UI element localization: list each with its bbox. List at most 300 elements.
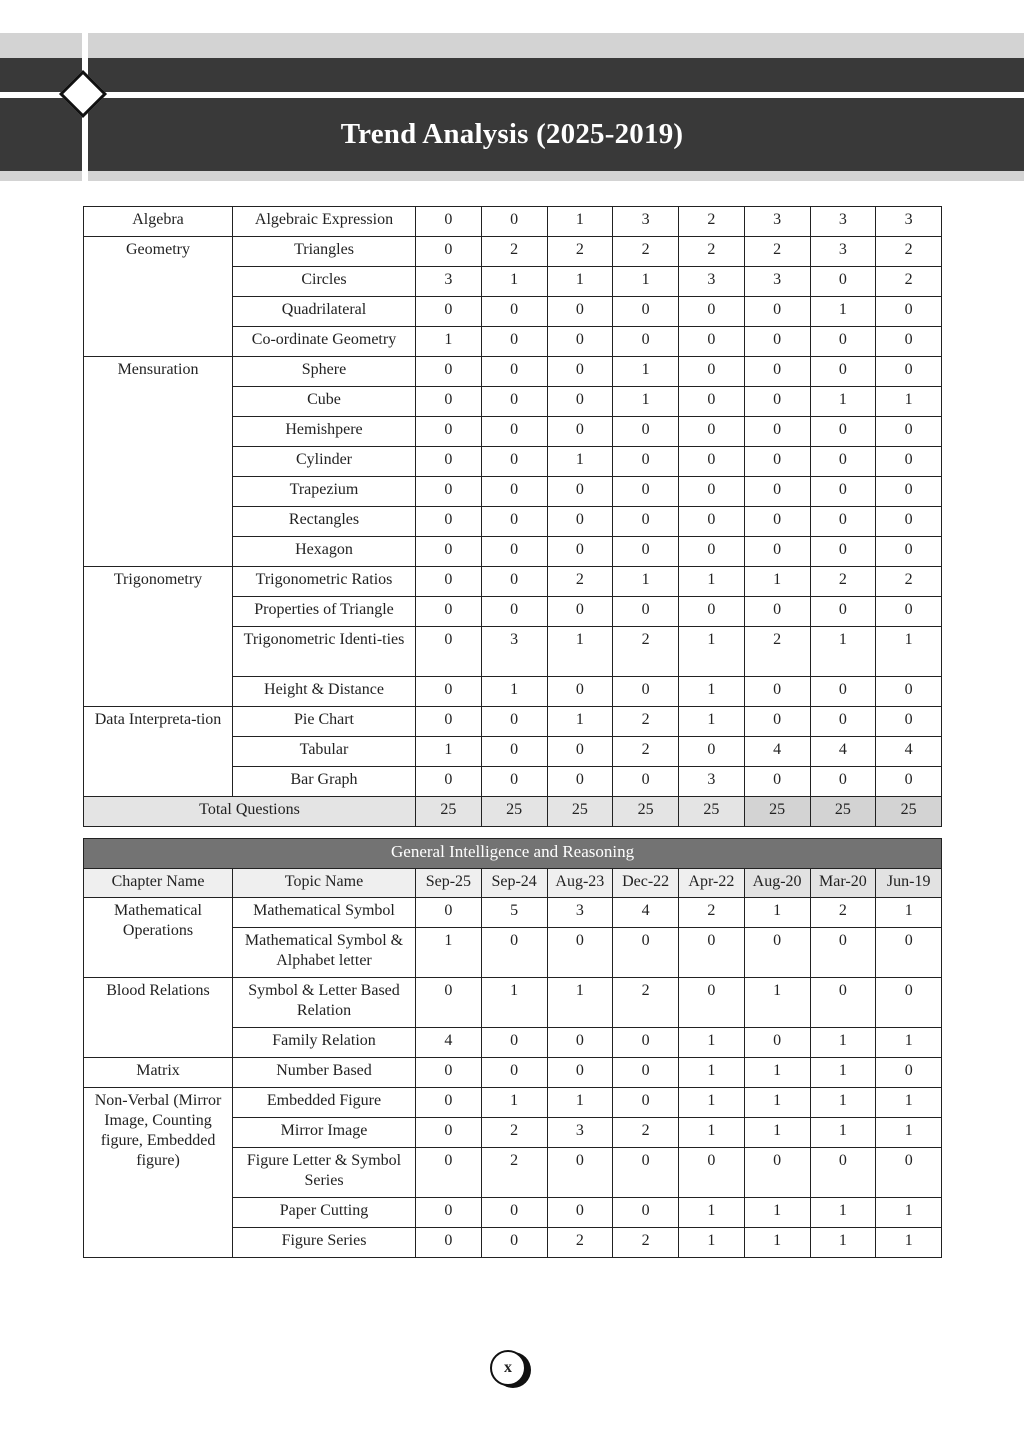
topic-cell: Tabular xyxy=(233,737,416,767)
topic-cell: Mathematical Symbol & Alphabet letter xyxy=(233,928,416,978)
value-cell: 0 xyxy=(547,1148,613,1198)
value-cell: 0 xyxy=(416,1148,482,1198)
value-cell: 0 xyxy=(613,537,679,567)
value-cell: 0 xyxy=(481,1198,547,1228)
value-cell: 1 xyxy=(481,978,547,1028)
total-value-cell: 25 xyxy=(547,797,613,827)
value-cell: 0 xyxy=(481,597,547,627)
total-value-cell: 25 xyxy=(744,797,810,827)
value-cell: 5 xyxy=(481,898,547,928)
value-cell: 0 xyxy=(876,677,942,707)
topic-cell: Trapezium xyxy=(233,477,416,507)
value-cell: 0 xyxy=(876,357,942,387)
topic-cell: Trigonometric Ratios xyxy=(233,567,416,597)
column-header-row xyxy=(84,869,942,898)
value-cell: 1 xyxy=(416,737,482,767)
value-cell: 3 xyxy=(744,267,810,297)
value-cell: 0 xyxy=(547,677,613,707)
value-cell: 0 xyxy=(810,507,876,537)
value-cell: 0 xyxy=(416,477,482,507)
value-cell: 0 xyxy=(744,477,810,507)
value-cell: 1 xyxy=(810,297,876,327)
value-cell: 2 xyxy=(613,237,679,267)
topic-cell: Quadrilateral xyxy=(233,297,416,327)
total-value-cell: 25 xyxy=(416,797,482,827)
value-cell: 3 xyxy=(810,207,876,237)
value-cell: 1 xyxy=(876,1198,942,1228)
value-cell: 0 xyxy=(481,507,547,537)
table-row xyxy=(84,1088,942,1118)
value-cell: 0 xyxy=(810,677,876,707)
value-cell: 1 xyxy=(481,267,547,297)
page-title: Trend Analysis (2025-2019) xyxy=(340,118,684,150)
chapter-cell: Blood Relations xyxy=(84,978,233,1058)
value-cell: 0 xyxy=(810,267,876,297)
value-cell: 2 xyxy=(679,898,745,928)
value-cell: 1 xyxy=(876,1028,942,1058)
value-cell: 0 xyxy=(613,767,679,797)
value-cell: 0 xyxy=(547,477,613,507)
topic-cell: Number Based xyxy=(233,1058,416,1088)
value-cell: 0 xyxy=(876,767,942,797)
quant-trend-table xyxy=(83,206,942,827)
value-cell: 0 xyxy=(481,207,547,237)
value-cell: 0 xyxy=(613,1198,679,1228)
topic-cell: Sphere xyxy=(233,357,416,387)
value-cell: 1 xyxy=(810,1058,876,1088)
value-cell: 0 xyxy=(810,537,876,567)
value-cell: 1 xyxy=(481,1088,547,1118)
table-row xyxy=(84,978,942,1028)
value-cell: 1 xyxy=(744,1118,810,1148)
value-cell: 0 xyxy=(679,417,745,447)
value-cell: 1 xyxy=(613,357,679,387)
value-cell: 0 xyxy=(547,387,613,417)
value-cell: 1 xyxy=(744,978,810,1028)
value-cell: 2 xyxy=(744,627,810,677)
value-cell: 0 xyxy=(416,447,482,477)
value-cell: 0 xyxy=(744,707,810,737)
value-cell: 0 xyxy=(876,1058,942,1088)
banner-band-light-bottom xyxy=(0,171,1024,181)
value-cell: 0 xyxy=(744,297,810,327)
topic-cell: Bar Graph xyxy=(233,767,416,797)
value-cell: 1 xyxy=(679,1198,745,1228)
total-value-cell: 25 xyxy=(810,797,876,827)
value-cell: 0 xyxy=(679,597,745,627)
total-row xyxy=(84,797,942,827)
value-cell: 1 xyxy=(876,1118,942,1148)
column-header-chapter: Chapter Name xyxy=(84,869,233,898)
value-cell: 0 xyxy=(876,447,942,477)
value-cell: 0 xyxy=(613,677,679,707)
value-cell: 0 xyxy=(744,507,810,537)
value-cell: 2 xyxy=(876,567,942,597)
value-cell: 0 xyxy=(547,357,613,387)
value-cell: 1 xyxy=(613,387,679,417)
value-cell: 2 xyxy=(481,237,547,267)
value-cell: 0 xyxy=(876,1148,942,1198)
value-cell: 0 xyxy=(416,677,482,707)
value-cell: 3 xyxy=(416,267,482,297)
value-cell: 1 xyxy=(810,1088,876,1118)
value-cell: 0 xyxy=(744,357,810,387)
value-cell: 0 xyxy=(547,737,613,767)
value-cell: 0 xyxy=(744,767,810,797)
value-cell: 0 xyxy=(416,567,482,597)
topic-cell: Properties of Triangle xyxy=(233,597,416,627)
value-cell: 0 xyxy=(876,507,942,537)
value-cell: 0 xyxy=(876,707,942,737)
chapter-cell: Mathematical Operations xyxy=(84,898,233,978)
value-cell: 0 xyxy=(810,597,876,627)
total-value-cell: 25 xyxy=(481,797,547,827)
value-cell: 0 xyxy=(876,928,942,978)
topic-cell: Mirror Image xyxy=(233,1118,416,1148)
value-cell: 0 xyxy=(481,1228,547,1258)
section-title: General Intelligence and Reasoning xyxy=(84,839,942,869)
chapter-cell: Matrix xyxy=(84,1058,233,1088)
value-cell: 0 xyxy=(613,1058,679,1088)
column-header-date: Aug-20 xyxy=(744,869,810,898)
value-cell: 3 xyxy=(876,207,942,237)
value-cell: 0 xyxy=(481,737,547,767)
banner-band-dark-top xyxy=(0,58,1024,92)
value-cell: 2 xyxy=(876,237,942,267)
table-row xyxy=(84,707,942,737)
value-cell: 0 xyxy=(744,677,810,707)
topic-cell: Algebraic Expression xyxy=(233,207,416,237)
topic-cell: Symbol & Letter Based Relation xyxy=(233,978,416,1028)
value-cell: 0 xyxy=(810,477,876,507)
value-cell: 0 xyxy=(679,1148,745,1198)
total-value-cell: 25 xyxy=(613,797,679,827)
value-cell: 1 xyxy=(679,1058,745,1088)
value-cell: 1 xyxy=(416,327,482,357)
value-cell: 0 xyxy=(416,237,482,267)
value-cell: 0 xyxy=(481,1028,547,1058)
value-cell: 2 xyxy=(679,237,745,267)
value-cell: 0 xyxy=(416,1088,482,1118)
value-cell: 4 xyxy=(876,737,942,767)
value-cell: 3 xyxy=(679,267,745,297)
value-cell: 1 xyxy=(547,267,613,297)
value-cell: 0 xyxy=(547,1028,613,1058)
value-cell: 1 xyxy=(679,677,745,707)
column-header-date: Aug-23 xyxy=(547,869,613,898)
value-cell: 0 xyxy=(744,1028,810,1058)
value-cell: 0 xyxy=(416,898,482,928)
value-cell: 0 xyxy=(679,737,745,767)
value-cell: 0 xyxy=(679,447,745,477)
topic-cell: Pie Chart xyxy=(233,707,416,737)
value-cell: 4 xyxy=(613,898,679,928)
value-cell: 0 xyxy=(481,357,547,387)
value-cell: 1 xyxy=(744,1198,810,1228)
value-cell: 0 xyxy=(416,297,482,327)
table-row xyxy=(84,1058,942,1088)
chapter-cell: Geometry xyxy=(84,237,233,357)
topic-cell: Cylinder xyxy=(233,447,416,477)
value-cell: 0 xyxy=(744,387,810,417)
value-cell: 0 xyxy=(416,627,482,677)
topic-cell: Figure Series xyxy=(233,1228,416,1258)
value-cell: 0 xyxy=(547,1198,613,1228)
value-cell: 0 xyxy=(810,928,876,978)
column-header-date: Apr-22 xyxy=(679,869,745,898)
value-cell: 0 xyxy=(547,327,613,357)
value-cell: 0 xyxy=(679,327,745,357)
value-cell: 0 xyxy=(679,477,745,507)
value-cell: 1 xyxy=(744,567,810,597)
table-row xyxy=(84,357,942,387)
value-cell: 0 xyxy=(613,928,679,978)
page-banner xyxy=(0,33,1024,181)
value-cell: 0 xyxy=(613,327,679,357)
value-cell: 0 xyxy=(613,447,679,477)
value-cell: 0 xyxy=(679,507,745,537)
value-cell: 1 xyxy=(744,1228,810,1258)
value-cell: 0 xyxy=(679,537,745,567)
value-cell: 0 xyxy=(744,597,810,627)
value-cell: 2 xyxy=(613,707,679,737)
value-cell: 2 xyxy=(613,978,679,1028)
page-number-badge xyxy=(490,1350,526,1386)
value-cell: 0 xyxy=(810,357,876,387)
value-cell: 1 xyxy=(810,387,876,417)
value-cell: 0 xyxy=(416,1228,482,1258)
value-cell: 0 xyxy=(744,928,810,978)
topic-cell: Co-ordinate Geometry xyxy=(233,327,416,357)
value-cell: 1 xyxy=(810,1118,876,1148)
value-cell: 0 xyxy=(481,537,547,567)
value-cell: 0 xyxy=(876,417,942,447)
value-cell: 0 xyxy=(876,597,942,627)
column-header-date: Jun-19 xyxy=(876,869,942,898)
value-cell: 1 xyxy=(547,627,613,677)
column-header-date: Mar-20 xyxy=(810,869,876,898)
value-cell: 3 xyxy=(810,237,876,267)
value-cell: 0 xyxy=(481,297,547,327)
section-header-row xyxy=(84,839,942,869)
value-cell: 2 xyxy=(613,1228,679,1258)
value-cell: 3 xyxy=(613,207,679,237)
table-row xyxy=(84,237,942,267)
value-cell: 0 xyxy=(876,297,942,327)
value-cell: 2 xyxy=(547,1228,613,1258)
page-number: x xyxy=(490,1350,526,1386)
value-cell: 0 xyxy=(416,1058,482,1088)
value-cell: 0 xyxy=(744,1148,810,1198)
value-cell: 4 xyxy=(744,737,810,767)
value-cell: 0 xyxy=(547,597,613,627)
value-cell: 1 xyxy=(679,707,745,737)
value-cell: 4 xyxy=(416,1028,482,1058)
value-cell: 1 xyxy=(810,1198,876,1228)
value-cell: 2 xyxy=(679,207,745,237)
value-cell: 1 xyxy=(613,267,679,297)
value-cell: 2 xyxy=(481,1118,547,1148)
banner-band-light-top xyxy=(0,33,1024,58)
column-header-date: Sep-25 xyxy=(416,869,482,898)
value-cell: 0 xyxy=(679,978,745,1028)
value-cell: 1 xyxy=(810,1028,876,1058)
value-cell: 0 xyxy=(416,537,482,567)
value-cell: 0 xyxy=(810,1148,876,1198)
chapter-cell: Trigonometry xyxy=(84,567,233,707)
value-cell: 3 xyxy=(547,1118,613,1148)
column-header-date: Dec-22 xyxy=(613,869,679,898)
value-cell: 0 xyxy=(416,597,482,627)
value-cell: 0 xyxy=(547,297,613,327)
value-cell: 1 xyxy=(876,1228,942,1258)
value-cell: 0 xyxy=(481,477,547,507)
value-cell: 1 xyxy=(547,978,613,1028)
value-cell: 0 xyxy=(679,928,745,978)
value-cell: 0 xyxy=(416,357,482,387)
value-cell: 1 xyxy=(679,1028,745,1058)
value-cell: 0 xyxy=(679,357,745,387)
topic-cell: Circles xyxy=(233,267,416,297)
value-cell: 0 xyxy=(810,767,876,797)
topic-cell: Triangles xyxy=(233,237,416,267)
value-cell: 3 xyxy=(547,898,613,928)
topic-cell: Cube xyxy=(233,387,416,417)
value-cell: 0 xyxy=(416,1118,482,1148)
topic-cell: Hemishpere xyxy=(233,417,416,447)
value-cell: 2 xyxy=(613,737,679,767)
value-cell: 0 xyxy=(481,387,547,417)
value-cell: 0 xyxy=(547,507,613,537)
value-cell: 0 xyxy=(744,327,810,357)
value-cell: 0 xyxy=(416,387,482,417)
topic-cell: Height & Distance xyxy=(233,677,416,707)
value-cell: 0 xyxy=(876,477,942,507)
value-cell: 2 xyxy=(481,1148,547,1198)
value-cell: 0 xyxy=(876,537,942,567)
value-cell: 0 xyxy=(416,978,482,1028)
topic-cell: Mathematical Symbol xyxy=(233,898,416,928)
value-cell: 0 xyxy=(613,297,679,327)
value-cell: 0 xyxy=(613,1148,679,1198)
value-cell: 0 xyxy=(810,707,876,737)
chapter-cell: Non-Verbal (Mirror Image, Counting figure, Embedded figure) xyxy=(84,1088,233,1258)
value-cell: 0 xyxy=(547,417,613,447)
value-cell: 1 xyxy=(547,1088,613,1118)
value-cell: 2 xyxy=(547,567,613,597)
value-cell: 1 xyxy=(547,707,613,737)
value-cell: 1 xyxy=(679,627,745,677)
value-cell: 0 xyxy=(416,507,482,537)
value-cell: 0 xyxy=(481,567,547,597)
value-cell: 1 xyxy=(679,1228,745,1258)
topic-cell: Trigonometric Identi-ties xyxy=(233,627,416,677)
chapter-cell: Data Interpreta-tion xyxy=(84,707,233,797)
value-cell: 0 xyxy=(679,297,745,327)
table-row xyxy=(84,898,942,928)
topic-cell: Paper Cutting xyxy=(233,1198,416,1228)
value-cell: 2 xyxy=(810,898,876,928)
value-cell: 0 xyxy=(481,1058,547,1088)
chapter-cell: Algebra xyxy=(84,207,233,237)
value-cell: 1 xyxy=(876,627,942,677)
value-cell: 2 xyxy=(876,267,942,297)
value-cell: 0 xyxy=(810,447,876,477)
value-cell: 0 xyxy=(679,387,745,417)
value-cell: 2 xyxy=(613,627,679,677)
value-cell: 0 xyxy=(416,417,482,447)
value-cell: 0 xyxy=(416,767,482,797)
value-cell: 0 xyxy=(876,978,942,1028)
topic-cell: Embedded Figure xyxy=(233,1088,416,1118)
value-cell: 1 xyxy=(876,387,942,417)
value-cell: 4 xyxy=(810,737,876,767)
value-cell: 0 xyxy=(613,1088,679,1118)
value-cell: 2 xyxy=(613,1118,679,1148)
value-cell: 0 xyxy=(613,597,679,627)
value-cell: 0 xyxy=(810,327,876,357)
value-cell: 0 xyxy=(613,477,679,507)
value-cell: 1 xyxy=(679,1118,745,1148)
value-cell: 1 xyxy=(810,627,876,677)
topic-cell: Rectangles xyxy=(233,507,416,537)
total-value-cell: 25 xyxy=(679,797,745,827)
value-cell: 0 xyxy=(744,417,810,447)
value-cell: 0 xyxy=(810,417,876,447)
value-cell: 0 xyxy=(481,767,547,797)
topic-cell: Family Relation xyxy=(233,1028,416,1058)
value-cell: 0 xyxy=(416,207,482,237)
value-cell: 0 xyxy=(481,707,547,737)
value-cell: 1 xyxy=(547,207,613,237)
table-row xyxy=(84,567,942,597)
chapter-cell: Mensuration xyxy=(84,357,233,567)
column-header-date: Sep-24 xyxy=(481,869,547,898)
value-cell: 0 xyxy=(481,417,547,447)
value-cell: 1 xyxy=(744,1088,810,1118)
value-cell: 0 xyxy=(416,707,482,737)
value-cell: 1 xyxy=(416,928,482,978)
value-cell: 1 xyxy=(679,1088,745,1118)
table-row xyxy=(84,207,942,237)
value-cell: 0 xyxy=(547,537,613,567)
value-cell: 0 xyxy=(547,928,613,978)
value-cell: 2 xyxy=(744,237,810,267)
value-cell: 0 xyxy=(547,767,613,797)
value-cell: 0 xyxy=(744,537,810,567)
value-cell: 1 xyxy=(810,1228,876,1258)
value-cell: 3 xyxy=(481,627,547,677)
value-cell: 0 xyxy=(810,978,876,1028)
value-cell: 0 xyxy=(481,928,547,978)
value-cell: 0 xyxy=(876,327,942,357)
value-cell: 1 xyxy=(876,1088,942,1118)
value-cell: 0 xyxy=(547,1058,613,1088)
total-value-cell: 25 xyxy=(876,797,942,827)
total-label: Total Questions xyxy=(84,797,416,827)
value-cell: 1 xyxy=(744,1058,810,1088)
value-cell: 0 xyxy=(613,1028,679,1058)
value-cell: 0 xyxy=(613,417,679,447)
value-cell: 1 xyxy=(613,567,679,597)
column-header-topic: Topic Name xyxy=(233,869,416,898)
value-cell: 0 xyxy=(744,447,810,477)
topic-cell: Hexagon xyxy=(233,537,416,567)
value-cell: 2 xyxy=(810,567,876,597)
value-cell: 1 xyxy=(744,898,810,928)
reasoning-trend-table xyxy=(83,838,942,1258)
topic-cell: Figure Letter & Symbol Series xyxy=(233,1148,416,1198)
